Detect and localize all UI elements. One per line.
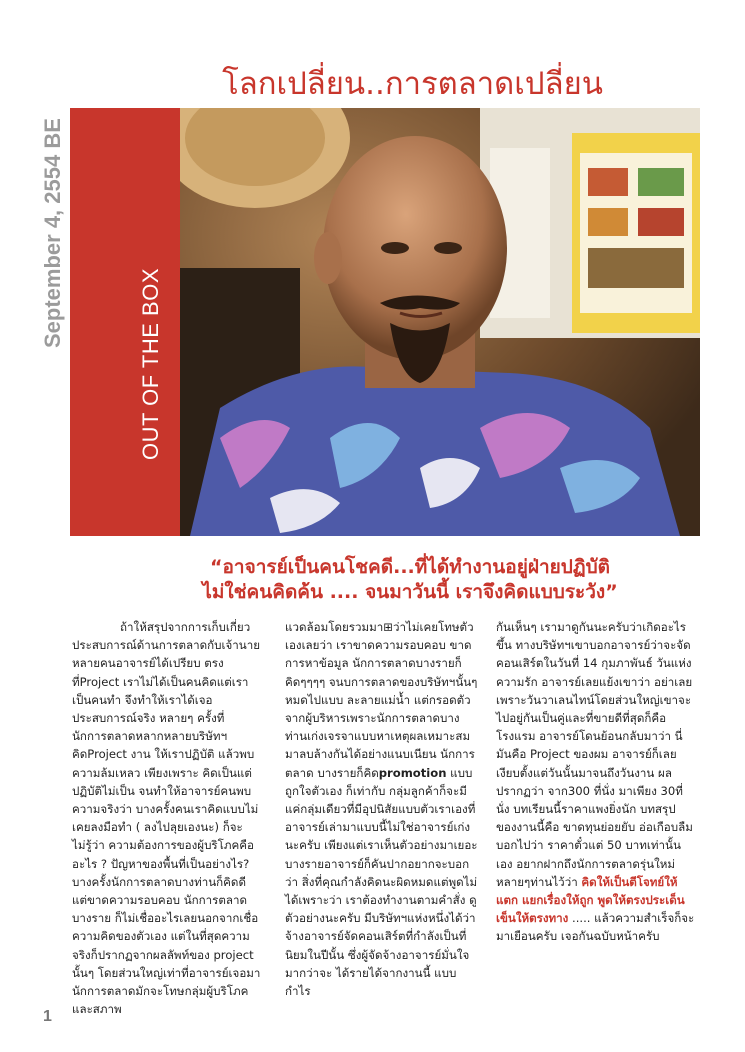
column-3-paragraph [496,618,696,946]
portrait-illustration [180,108,700,536]
article-column-1 [72,618,262,1018]
column-2-text-b: แบบถูกใจตัวเอง ก็เท่ากับ กลุ่มลูกค้าก็จะมีแค่กลุ่มเดียวที่มีอุปนิสัยแบบตัวเราเองที่อาจารย์เล่ามาแบบนี้ไม่ใช่อาจารย์เก่งนะครับ เพียงแต่เราเห็นตัวอย่างมาเยอะบางรายอาจารย์ก็คันปากอยากจะบอกว่า สิ่งที่คุณกำลังคิดนะผิดหมดแต่พูดไม่ได้เพราะว่า เราต้องทำงานตามคำสั่ง ดูตัวอย่างนะครับ มีบริษัทฯแห่งหนึ่งได้ว่าจ้างอาจารย์จัดคอนเสิร์ตที่กำลังเป็นที่นิยมในปีนั้น ซึ่งผู้จัดจ้างอาจารย์มั่นใจมากว่าจะ ได้รายได้จากงานนี้ แบบกำไร [285,765,478,999]
column-3-text-a: กันเห็นๆ เรามาดูกันนะครับว่าเกิดอะไรขึ้น ทางบริษัทฯเขาบอกอาจารย์ว่าจะจัดคอนเสิร์ตในวันที่ 14 กุมภาพันธ์ วันแห่งความรัก อาจารย์เลยแย้งเขาว่า อย่าเลยเพราะวันวาเลนไทน์โดยส่วนใหญ่เขาจะไปอยู่กันเป็นคู่และที่ขายดีที่สุดก็คือโรงแรม อาจารย์โดนย้อนกลับมาว่า นี่มันคือ Project ของผม อาจารย์ก็เลยเงียบตั้งแต่วันนั้นมาจนถึงวันงาน ผลปรากฏว่า จาก300 ที่นั่ง มาเพียง 30ที่นั่ง บทเรียนนี้ราคาแพงยิ่งนัก บทสรุปของงานนี้คือ ขาดทุนย่อยยับ อ่อเกือบลืมบอกไปว่า ราคาตั๋วแต่ 50 บาทเท่านั้น เอง อยากฝากถึงนักการตลาดรุ่นใหม่หลายๆท่านไว้ว่า [496,620,693,889]
portrait-photo [180,108,700,536]
page-number: 1 [43,1008,52,1025]
promotion-word: promotion [378,765,447,780]
section-label: OUT OF THE BOX [138,268,163,460]
column-1-text: ถ้าให้สรุปจากการเก็บเกี่ยวประสบการณ์ด้านการตลาดกับเจ้านายหลายคนอาจารย์ได้เปรียบ ตรงที่Project เราไม่ได้เป็นคนคิดแต่เราเป็นคนทำ จึงทำให้เราได้เจอประสบการณ์จริง หลายๆ ครั้งที่ นักการตลาดหลากหลายบริษัทฯ คิดProject งาน ให้เราปฏิบัติ แล้วพบความล้มเหลว เพียงเพราะ คิดเป็นแต่ปฏิบัติไม่เป็น จนทำให้อาจารย์คนพบความจริงว่า บางครั้งคนเราคิดแบบไม่เคยลงมือทำ ( ลงไปลุยเองนะ) ก็จะไม่รู้ว่า ความต้องการของผู้บริโภคคืออะไร ? ปัญหาของพื้นที่เป็นอย่างไร? บางครั้งนักการตลาดบางท่านก็คิดดี แต่ขาดความรอบคอบ นักการตลาดบางราย ก็ไม่เชื่ออะไรเลยนอกจากเชื่อความคิดของตัวเอง แต่ในที่สุดความจริงก็ปรากฏจากผลลัพท์ของ project นั้นๆ โดยส่วนใหญ่เท่าที่อาจารย์เจอมานักการตลาดมักจะโทษกลุ่มผู้บริโภคและสภาพ [72,620,261,1017]
column-2-paragraph [285,618,481,1000]
column-2-text-a: แวดล้อมโดยรวมมา⊞ว่าไม่เคยโทษตัวเองเลยว่า เราขาดความรอบคอบ ขาดการหาข้อมูล นักการตลาดบางรายก็คิดๆๆๆๆ จนบการตลาดของบริษัทฯนั้นๆหมดไปแบบ ละลายแม่น้ำ แต่กรอดตัวจากผู้บริหารเพราะนักการตลาดบางท่านเก่งเจรจาแบบหาเหตุผลเหมาะสมมาลบล้างกันได้อย่างแนบเนียน นักการตลาด บางรายก็คิด [285,620,478,780]
pull-quote-line-2: ไม่ใช่คนคิดค้น .... จนมาวันนี้ เราจึงคิดแบบระวัง” [202,581,618,603]
column-3-text-b: ..... แล้วความสำเร็จก็จะมาเยือนครับ เจอกันฉบับหน้าครับ [496,911,695,944]
article-column-3 [496,618,696,946]
issue-date: September 4, 2554 BE [40,118,65,348]
article-column-2 [285,618,481,1000]
pull-quote [150,555,670,605]
pull-quote-line-1: “อาจารย์เป็นคนโชคดี...ที่ได้ทำงานอยู่ฝ่ายปฏิบัติ [210,556,610,578]
highlight-advice: คิดให้เป็นตีโจทย์ให้แตก แยกเรื่องให้ถูก พูดให้ตรงประเด็นเข็นให้ตรงทาง [496,874,685,926]
page-title: โลกเปลี่ยน..การตลาดเปลี่ยน [222,66,603,102]
